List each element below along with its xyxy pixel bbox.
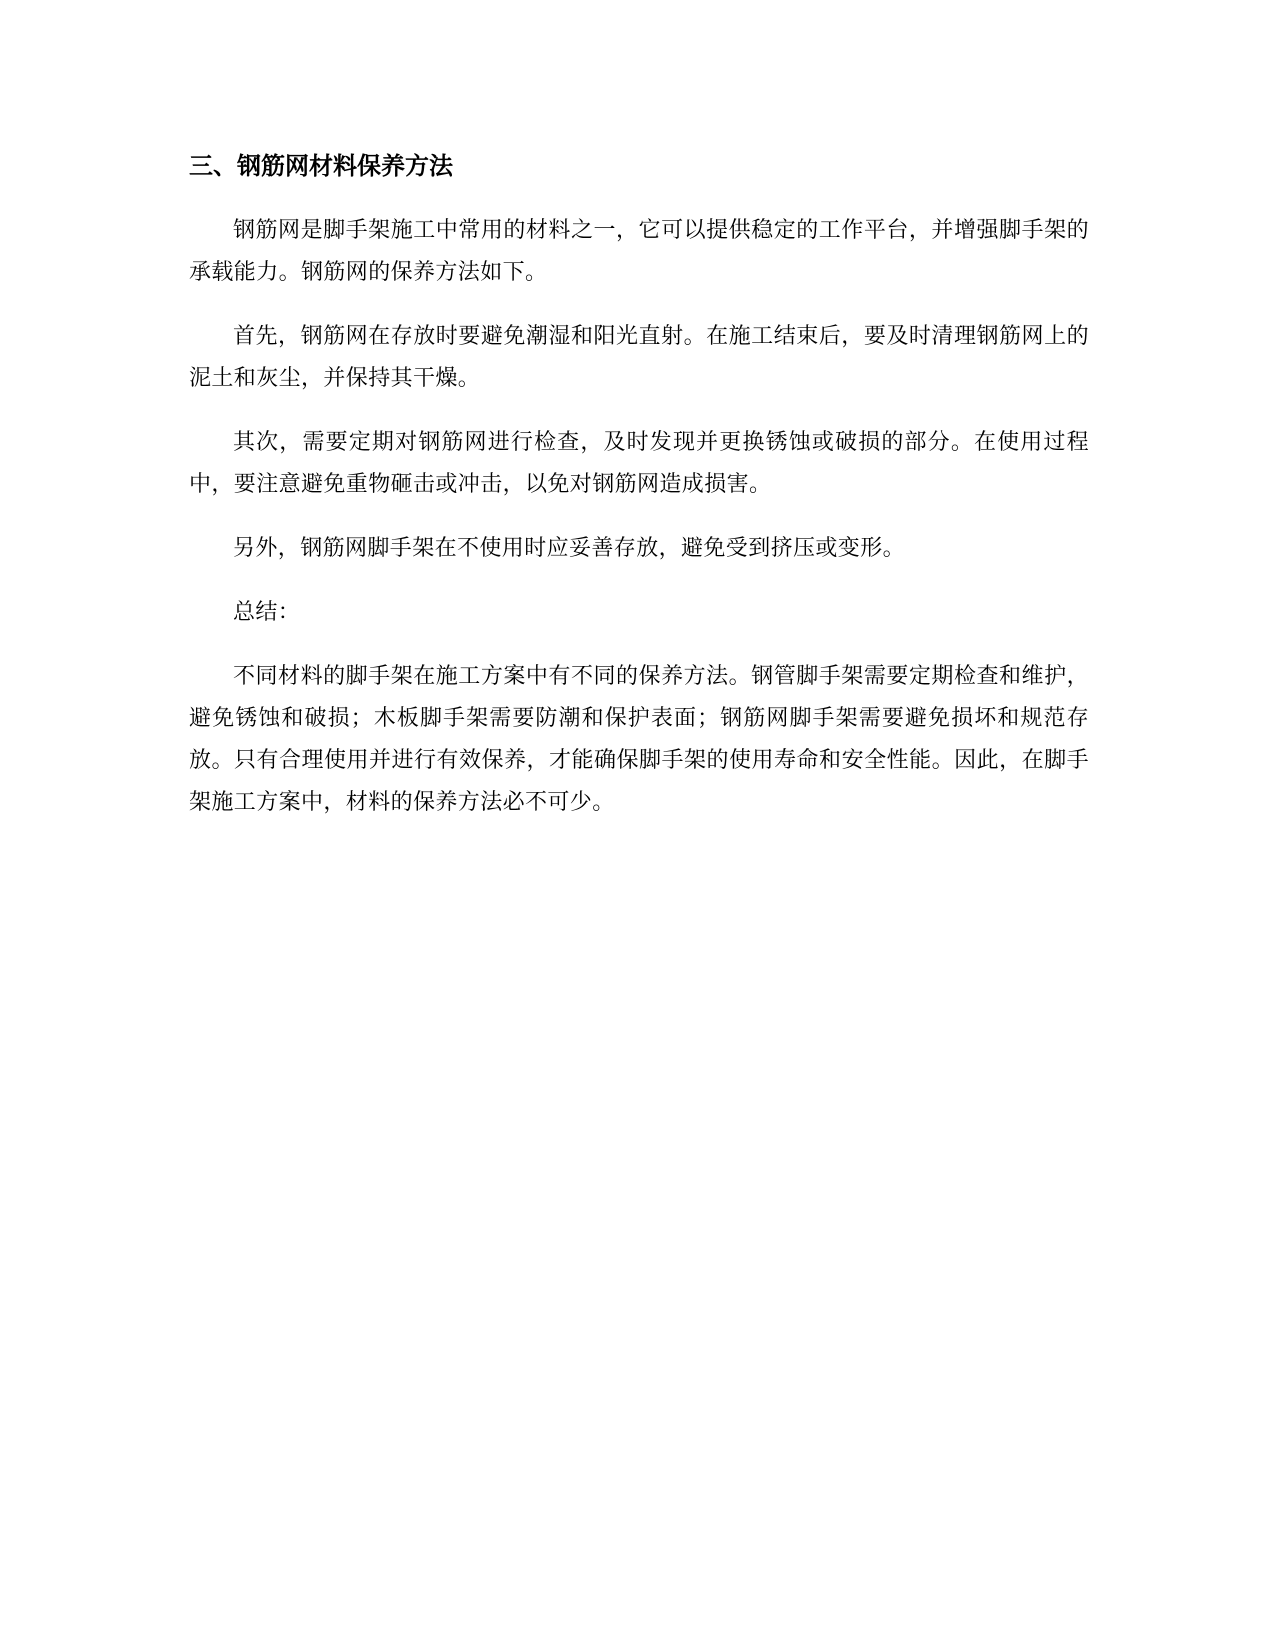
paragraph-inspection: 其次，需要定期对钢筋网进行检查，及时发现并更换锈蚀或破损的部分。在使用过程中，要注意避免重物砸击或冲击，以免对钢筋网造成损害。 (189, 430, 1089, 497)
paragraph-idle-storage: 另外，钢筋网脚手架在不使用时应妥善存放，避免受到挤压或变形。 (233, 536, 906, 561)
document-body (189, 148, 1089, 846)
section-heading: 三、钢筋网材料保养方法 (189, 152, 453, 180)
paragraph-summary: 不同材料的脚手架在施工方案中有不同的保养方法。钢管脚手架需要定期检查和维护，避免锈蚀和破损；木板脚手架需要防潮和保护表面；钢筋网脚手架需要避免损坏和规范存放。只有合理使用并进行有效保养，才能确保脚手架的使用寿命和安全性能。因此，在脚手架施工方案中，材料的保养方法必不可少。 (189, 664, 1089, 815)
paragraph-storage: 首先，钢筋网在存放时要避免潮湿和阳光直射。在施工结束后，要及时清理钢筋网上的泥土和灰尘，并保持其干燥。 (189, 324, 1089, 391)
paragraph-intro: 钢筋网是脚手架施工中常用的材料之一，它可以提供稳定的工作平台，并增强脚手架的承载能力。钢筋网的保养方法如下。 (189, 218, 1089, 285)
summary-label: 总结： (233, 600, 301, 625)
